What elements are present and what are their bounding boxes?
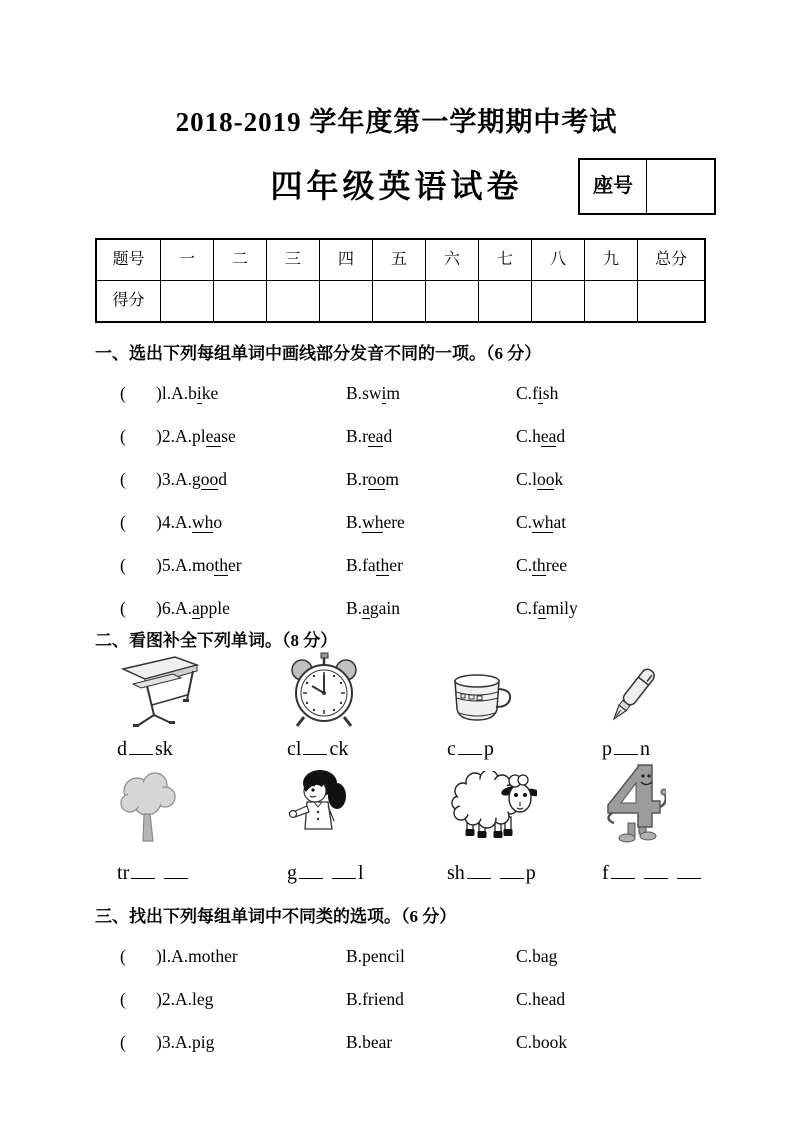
- score-table-header-cell: 六: [426, 240, 479, 280]
- section2-heading: [95, 630, 793, 652]
- section1-heading-text: 一、选出下列每组单词中画线部分发音不同的一项。: [95, 344, 486, 363]
- question-row: [120, 415, 793, 458]
- option-a: )6.A.apple: [156, 598, 230, 618]
- desk-image: [95, 653, 265, 736]
- score-cell[interactable]: [214, 281, 267, 321]
- answer-bracket[interactable]: (: [120, 555, 126, 575]
- word-blank[interactable]: [677, 864, 701, 879]
- word-blank[interactable]: [332, 864, 356, 879]
- word-blank[interactable]: [299, 864, 323, 879]
- score-cell[interactable]: [267, 281, 320, 321]
- word-blank[interactable]: [129, 740, 153, 755]
- word-blank[interactable]: [614, 740, 638, 755]
- word-blank[interactable]: [164, 864, 188, 879]
- answer-bracket[interactable]: (: [120, 598, 126, 618]
- option-b: B.where: [346, 512, 405, 532]
- option-c: C.fish: [516, 383, 559, 403]
- option-b: B.swim: [346, 383, 401, 403]
- picture-word: sh p: [447, 862, 536, 884]
- score-cell[interactable]: [161, 281, 214, 321]
- score-cell[interactable]: [426, 281, 479, 321]
- cup-image: [425, 669, 580, 736]
- option-a: )2.A.please: [156, 426, 236, 446]
- picture-word: c p: [447, 738, 494, 760]
- option-c: C.head: [516, 989, 566, 1009]
- question-row: [120, 978, 793, 1021]
- word-blank[interactable]: [458, 740, 482, 755]
- question-row: [120, 587, 793, 630]
- score-cell[interactable]: [373, 281, 426, 321]
- seat-number-box: [578, 158, 716, 215]
- score-cell[interactable]: [320, 281, 373, 321]
- option-a: )5.A.mother: [156, 555, 242, 575]
- score-table-header-cell: 四: [320, 240, 373, 280]
- score-table-header-cell: 题号: [97, 240, 161, 280]
- picture-word: d sk: [117, 738, 173, 760]
- option-a: )3.A.pig: [156, 1032, 215, 1052]
- option-b: B.room: [346, 469, 400, 489]
- question-row: [120, 935, 793, 978]
- score-table-score-row: [97, 280, 704, 321]
- seat-value-cell[interactable]: [647, 160, 714, 213]
- option-c: C.book: [516, 1032, 568, 1052]
- answer-bracket[interactable]: (: [120, 426, 126, 446]
- score-table-header-cell: 二: [214, 240, 267, 280]
- option-c: C.family: [516, 598, 578, 618]
- seat-label: 座号: [580, 160, 647, 213]
- question-row: [120, 458, 793, 501]
- girl-image: [265, 767, 425, 850]
- pen-image: [580, 659, 793, 736]
- section3-score: （6 分）: [401, 907, 457, 926]
- section3-questions: [120, 935, 793, 1064]
- answer-bracket[interactable]: (: [120, 512, 126, 532]
- section2-heading-text: 二、看图补全下列单词。: [95, 631, 282, 650]
- option-b: B.father: [346, 555, 403, 575]
- option-c: C.three: [516, 555, 568, 575]
- answer-bracket[interactable]: (: [120, 946, 126, 966]
- option-c: C.bag: [516, 946, 558, 966]
- picture-row-1: [95, 656, 793, 736]
- section2-score: （8 分）: [282, 631, 338, 650]
- question-row: [120, 544, 793, 587]
- section1-questions: [120, 372, 793, 630]
- question-row: [120, 372, 793, 415]
- page-subtitle: 四年级英语试卷: [270, 168, 523, 204]
- picture-row-2: [95, 770, 793, 850]
- option-a: )l.A.mother: [156, 946, 238, 966]
- score-table-header-cell: 一: [161, 240, 214, 280]
- score-cell[interactable]: [585, 281, 638, 321]
- word-blank[interactable]: [467, 864, 491, 879]
- option-a: )l.A.bike: [156, 383, 219, 403]
- word-blank[interactable]: [303, 740, 327, 755]
- score-table: [95, 238, 706, 323]
- clock-image: [265, 651, 425, 736]
- section1-heading: [95, 343, 793, 365]
- score-table-header-cell: 八: [532, 240, 585, 280]
- option-b: B.again: [346, 598, 400, 618]
- word-blank[interactable]: [131, 864, 155, 879]
- section1-score: （6 分）: [486, 344, 542, 363]
- score-table-header-cell: 三: [267, 240, 320, 280]
- tree-image: [95, 769, 265, 850]
- section3-heading: [95, 906, 793, 928]
- score-row-label: 得分: [97, 281, 161, 321]
- score-table-header-row: [97, 240, 704, 280]
- picture-word: p n: [602, 738, 650, 760]
- option-b: B.friend: [346, 989, 404, 1009]
- option-b: B.read: [346, 426, 393, 446]
- option-c: C.what: [516, 512, 567, 532]
- score-table-header-cell: 七: [479, 240, 532, 280]
- option-b: B.pencil: [346, 946, 405, 966]
- picture-word: g l: [287, 862, 364, 884]
- answer-bracket[interactable]: (: [120, 989, 126, 1009]
- option-a: )3.A.good: [156, 469, 227, 489]
- option-c: C.head: [516, 426, 566, 446]
- option-c: C.look: [516, 469, 564, 489]
- picture-word: tr: [117, 862, 190, 884]
- answer-bracket[interactable]: (: [120, 1032, 126, 1052]
- question-row: [120, 1021, 793, 1064]
- page-title: 2018-2019 学年度第一学期期中考试: [175, 107, 618, 137]
- question-row: [120, 501, 793, 544]
- score-cell[interactable]: [532, 281, 585, 321]
- picture-word: cl ck: [287, 738, 349, 760]
- sheep-image: [425, 771, 580, 850]
- word-row-2: [95, 862, 793, 888]
- word-blank[interactable]: [644, 864, 668, 879]
- answer-bracket[interactable]: (: [120, 383, 126, 403]
- option-a: )4.A.who: [156, 512, 223, 532]
- answer-bracket[interactable]: (: [120, 469, 126, 489]
- score-table-header-cell: 总分: [654, 251, 687, 268]
- word-row-1: [95, 738, 793, 764]
- section3-heading-text: 三、找出下列每组单词中不同类的选项。: [95, 907, 401, 926]
- word-blank[interactable]: [500, 864, 524, 879]
- score-cell[interactable]: [638, 281, 704, 321]
- score-cell[interactable]: [479, 281, 532, 321]
- word-blank[interactable]: [611, 864, 635, 879]
- score-table-header-cell: 五: [373, 240, 426, 280]
- picture-word: f: [602, 862, 703, 884]
- score-table-header-cell: 九: [585, 240, 638, 280]
- option-b: B.bear: [346, 1032, 393, 1052]
- option-a: )2.A.leg: [156, 989, 214, 1009]
- four-image: [580, 763, 793, 850]
